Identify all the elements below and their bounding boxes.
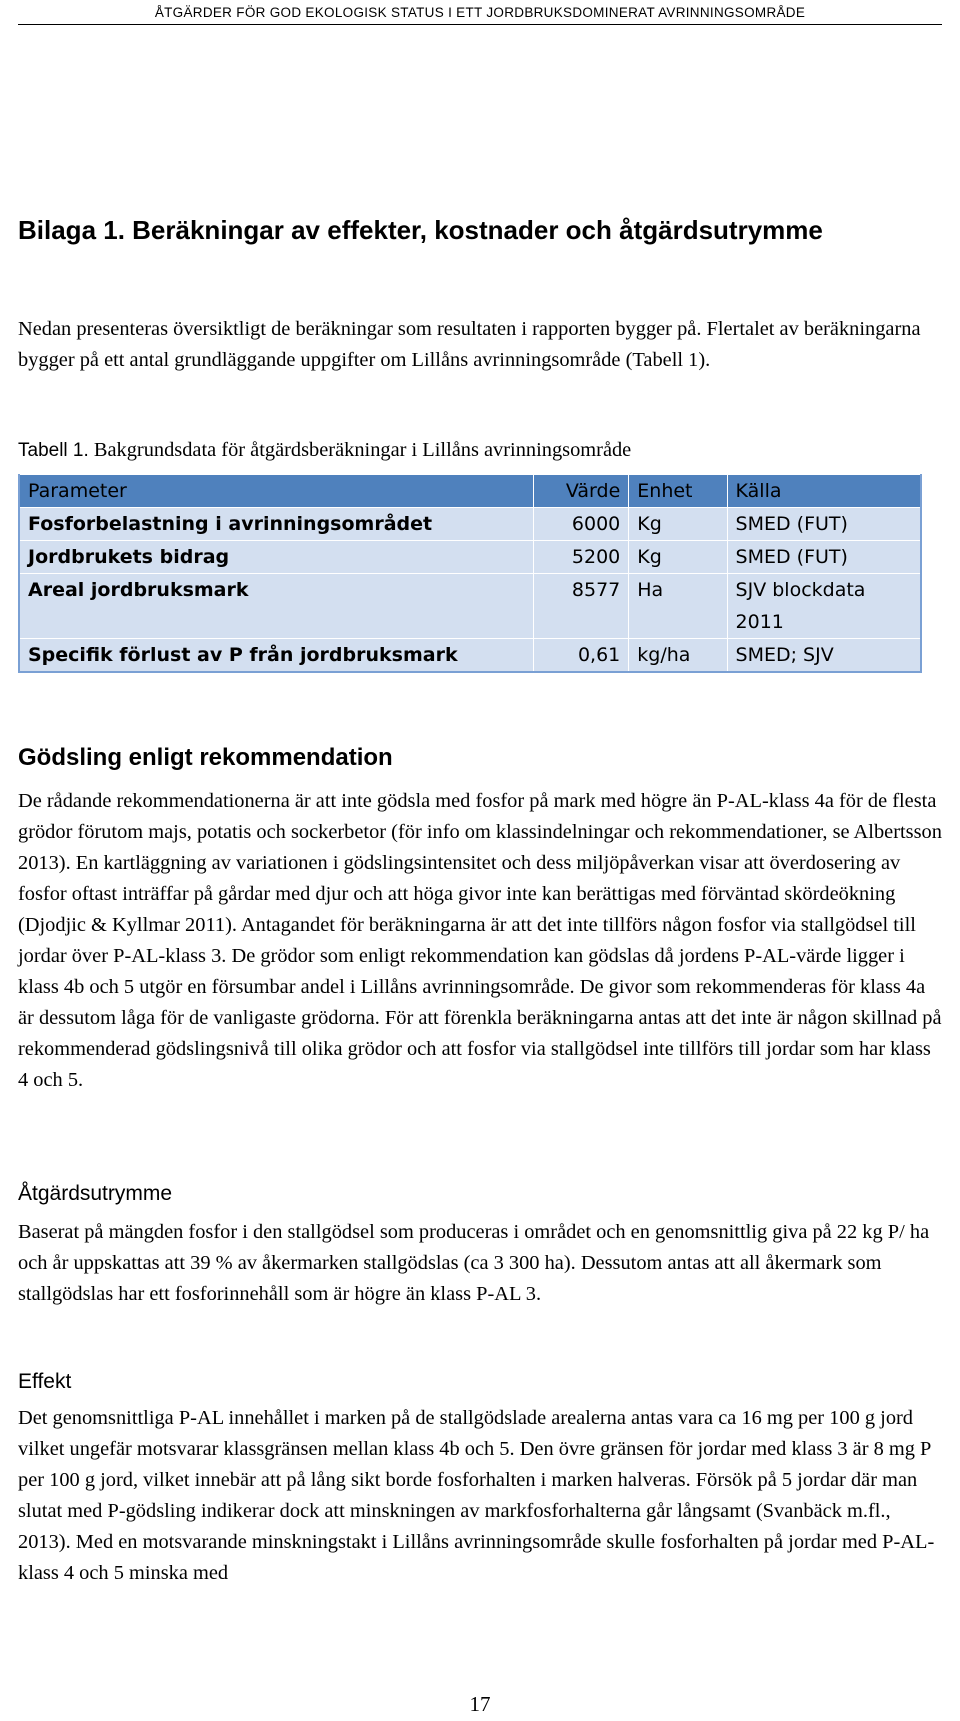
table-row: [19, 639, 921, 673]
cell-source: SJV blockdata 2011: [727, 574, 921, 639]
cell-source: SMED (FUT): [727, 541, 921, 574]
table-row: [19, 508, 921, 541]
table-row: [19, 574, 921, 639]
section-paragraph: De rådande rekommendationerna är att inte gödsla med fosfor på mark med högre än P-AL-klass 4a för de flesta grödor förutom majs, potatis och sockerbetor (för info om klassindelningar och rekommendationer, se Albertsson 2013). En kartläggning av variationen i gödslingsintensitet och dess miljöpåverkan visar att överdosering av fosfor oftast inträffar på gårdar med djur och att höga givor inte kan berättigas med förväntad skördeökning (Djodjic & Kyllmar 2011). Antagandet för beräkningarna är att det inte tillförs någon fosfor via stallgödsel till jordar över P-AL-klass 3. De grödor som enligt rekommendation kan gödslas då jordens P-AL-värde ligger i klass 4b och 5 utgör en försumbar andel i Lillåns avrinningsområde. De givor som rekommenderas för klass 4a är dessutom låga för de vanligaste grödorna. För att förenkla beräkningarna antas att det inte är någon skillnad på rekommenderad gödslingsnivå till olika grödor och att fosfor via stallgödsel inte tillförs till jordar som har klass 4 och 5.: [18, 790, 942, 1091]
cell-source: SMED; SJV: [727, 639, 921, 673]
table-header-row: [19, 475, 921, 508]
appendix-title: Bilaga 1. Beräkningar av effekter, kostnader och åtgärdsutrymme: [18, 215, 823, 245]
cell-parameter: Jordbrukets bidrag: [19, 541, 534, 574]
cell-value: 0,61: [534, 639, 629, 673]
page-number: 17: [469, 1692, 491, 1716]
subheading-effekt: Effekt: [18, 1370, 72, 1393]
running-header: ÅTGÄRDER FÖR GOD EKOLOGISK STATUS I ETT JORDBRUKSDOMINERAT AVRINNINGSOMRÅDE: [18, 0, 942, 25]
cell-parameter: Areal jordbruksmark: [19, 574, 534, 639]
col-header-value: Värde: [534, 475, 629, 508]
subheading-atgardsutrymme: Åtgärdsutrymme: [18, 1182, 173, 1205]
col-header-parameter: Parameter: [19, 475, 534, 508]
cell-parameter: Fosforbelastning i avrinningsområdet: [19, 508, 534, 541]
col-header-source: Källa: [727, 475, 921, 508]
col-header-unit: Enhet: [629, 475, 727, 508]
background-data-table: [18, 474, 922, 673]
cell-value: 6000: [534, 508, 629, 541]
table-caption-text: Bakgrundsdata för åtgärdsberäkningar i Lillåns avrinningsområde: [88, 439, 632, 461]
table-caption: [18, 435, 631, 466]
table-caption-label: Tabell 1.: [18, 440, 89, 461]
cell-value: 8577: [534, 574, 629, 639]
cell-source: SMED (FUT): [727, 508, 921, 541]
effekt-paragraph: Det genomsnittliga P-AL innehållet i marken på de stallgödslade arealerna antas vara ca 16 mg per 100 g jord vilket ungefär motsvarar klassgränsen mellan klass 4b och 5. Den övre gränsen för jordar med klass 3 är 8 mg P per 100 g jord, vilket innebär att på lång sikt borde fosforhalten i marken halveras. Försök på 5 jordar där man slutat med P-gödsling indikerar dock att minskningen av markfosforhalterna går långsamt (Svanbäck m.fl., 2013). Med en motsvarande minskningstakt i Lillåns avrinningsområde skulle fosforhalten på jordar med P-AL-klass 4 och 5 minska med: [18, 1407, 935, 1584]
section-heading: Gödsling enligt rekommendation: [18, 744, 393, 771]
table-row: [19, 541, 921, 574]
cell-unit: Ha: [629, 574, 727, 639]
intro-paragraph: Nedan presenteras översiktligt de beräkningar som resultaten i rapporten bygger på. Flertalet av beräkningarna bygger på ett antal grundläggande uppgifter om Lillåns avrinningsområde (Tabell 1).: [18, 318, 921, 371]
cell-unit: kg/ha: [629, 639, 727, 673]
cell-value: 5200: [534, 541, 629, 574]
cell-parameter: Specifik förlust av P från jordbruksmark: [19, 639, 534, 673]
cell-unit: Kg: [629, 508, 727, 541]
atgardsutrymme-paragraph: Baserat på mängden fosfor i den stallgödsel som produceras i området och en genomsnittlig giva på 22 kg P/ ha och år uppskattas att 39 % av åkermarken stallgödslas (ca 3 300 ha). Dessutom antas att all åkermark som stallgödslas har ett fosforinnehåll som är högre än klass P-AL 3.: [18, 1221, 930, 1305]
cell-unit: Kg: [629, 541, 727, 574]
